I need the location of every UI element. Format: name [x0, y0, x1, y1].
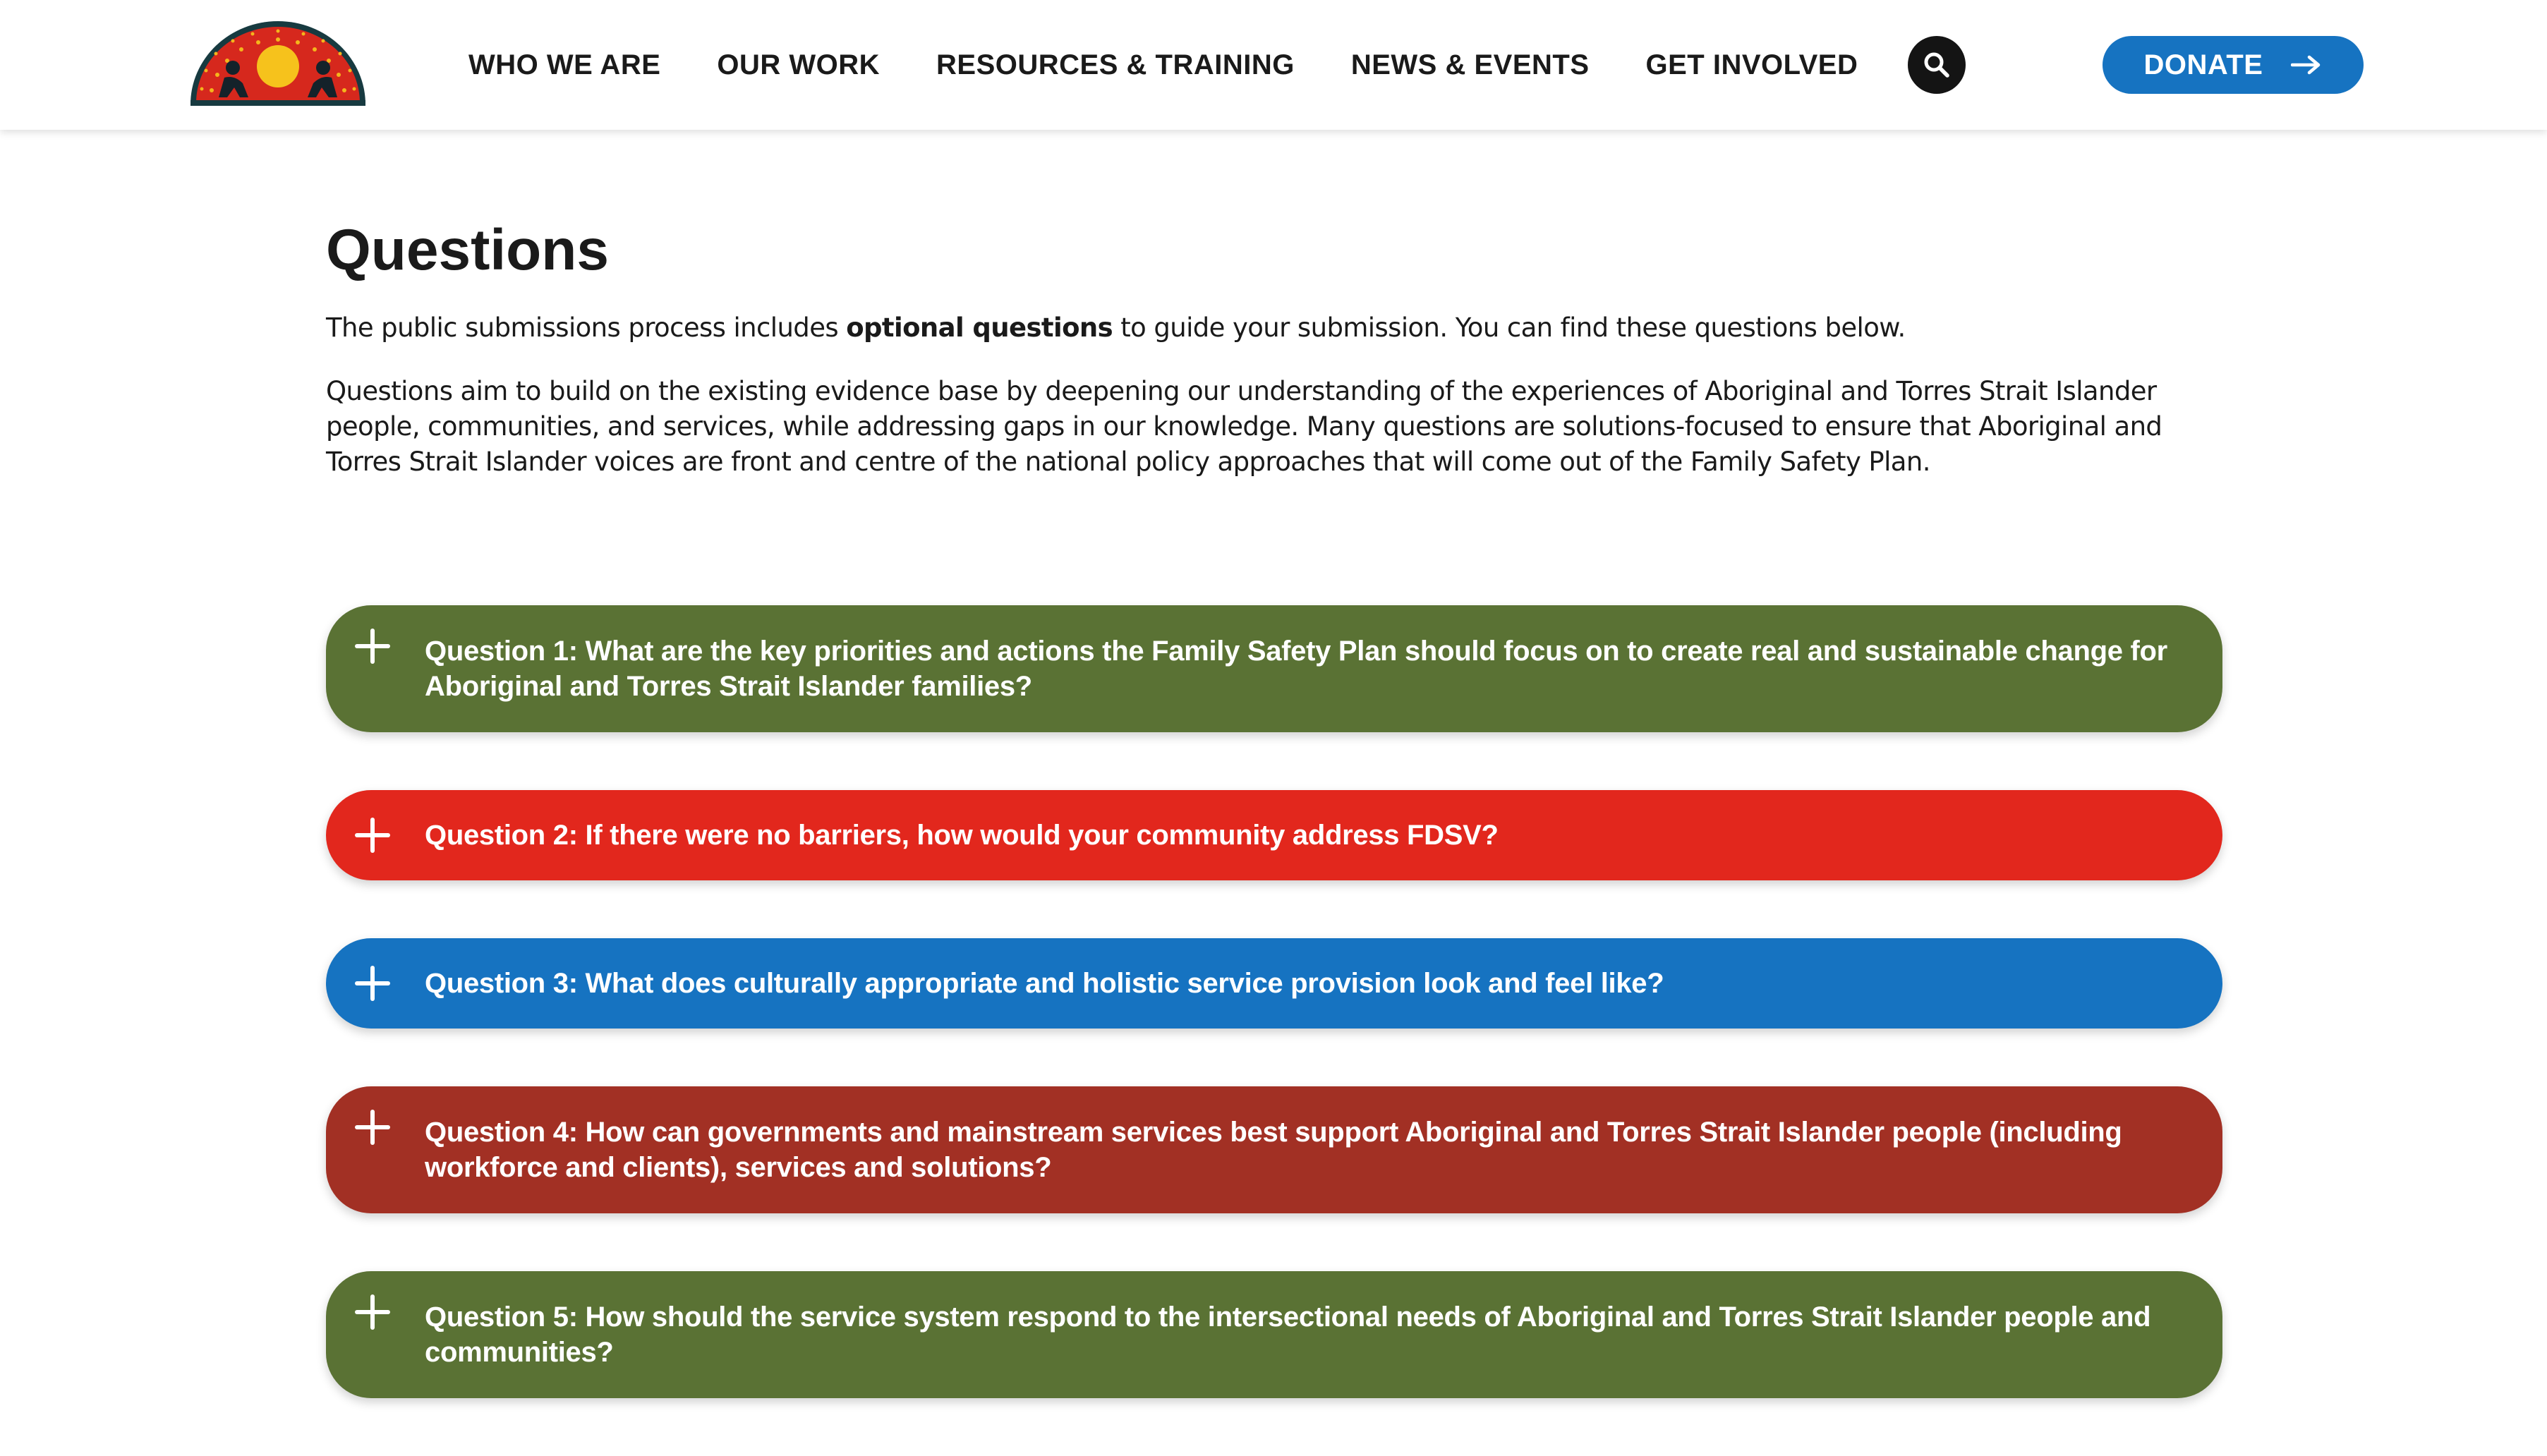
nav-item-news-events[interactable]: NEWS & EVENTS: [1350, 49, 1590, 80]
search-icon: [1923, 51, 1951, 79]
questions-accordion: [326, 605, 2222, 1456]
intro-paragraph: [326, 310, 2224, 346]
nav-item-our-work[interactable]: OUR WORK: [717, 49, 881, 80]
description-paragraph: Questions aim to build on the existing evidence base by deepening our understanding of the experiences of Aboriginal and Torres Strait Islander people, communities, and services, while addressing gaps in our knowledge. Many questions are solutions-focused to ensure that Aboriginal and Torres Strait Islander voices are front and centre of the national policy approaches that will come out of the Family Safety Plan.: [326, 376, 2162, 477]
question-5-text: Question 5: How should the service system respond to the intersectional needs of Aboriginal and Torres Strait Islander people and communities?: [425, 1302, 2151, 1368]
question-3-text: Question 3: What does culturally appropriate and holistic service provision look and feel like?: [425, 968, 1664, 999]
question-accordion-2[interactable]: [326, 790, 2222, 880]
main-content: [326, 212, 2224, 480]
site-logo[interactable]: [188, 18, 368, 107]
logo-emblem-icon: [188, 18, 368, 107]
donate-button[interactable]: [2103, 36, 2364, 94]
plus-icon: [354, 1294, 391, 1330]
plus-icon: [354, 817, 391, 854]
nav-item-who-we-are[interactable]: WHO WE ARE: [468, 49, 661, 80]
question-accordion-5[interactable]: [326, 1271, 2222, 1398]
nav-item-get-involved[interactable]: GET INVOLVED: [1645, 49, 1858, 80]
question-accordion-1[interactable]: [326, 605, 2222, 732]
donate-label: DONATE: [2143, 49, 2263, 80]
nav-item-resources-training[interactable]: RESOURCES & TRAINING: [936, 49, 1295, 80]
question-1-text: Question 1: What are the key priorities and actions the Family Safety Plan should focus on to create real and sustainable change for Aboriginal and Torres Strait Islander families?: [425, 636, 2167, 702]
intro-text-before: The public submissions process includes: [326, 313, 847, 343]
plus-icon: [354, 1109, 391, 1146]
main-nav: [468, 0, 1914, 130]
intro-text-emphasis: optional questions: [846, 313, 1113, 343]
question-2-text: Question 2: If there were no barriers, how would your community address FDSV?: [425, 820, 1499, 851]
question-4-text: Question 4: How can governments and mainstream services best support Aboriginal and Torres Strait Islander people (including workforce and clients), services and solutions?: [425, 1117, 2122, 1183]
page-title: Questions: [326, 218, 609, 282]
site-header: [0, 0, 2547, 130]
search-button[interactable]: [1908, 36, 1966, 94]
plus-icon: [354, 628, 391, 665]
question-accordion-3[interactable]: [326, 938, 2222, 1029]
plus-icon: [354, 965, 391, 1002]
arrow-right-icon: [2291, 54, 2322, 75]
intro-text-after: to guide your submission. You can find these questions below.: [1113, 313, 1906, 343]
question-accordion-4[interactable]: [326, 1086, 2222, 1213]
